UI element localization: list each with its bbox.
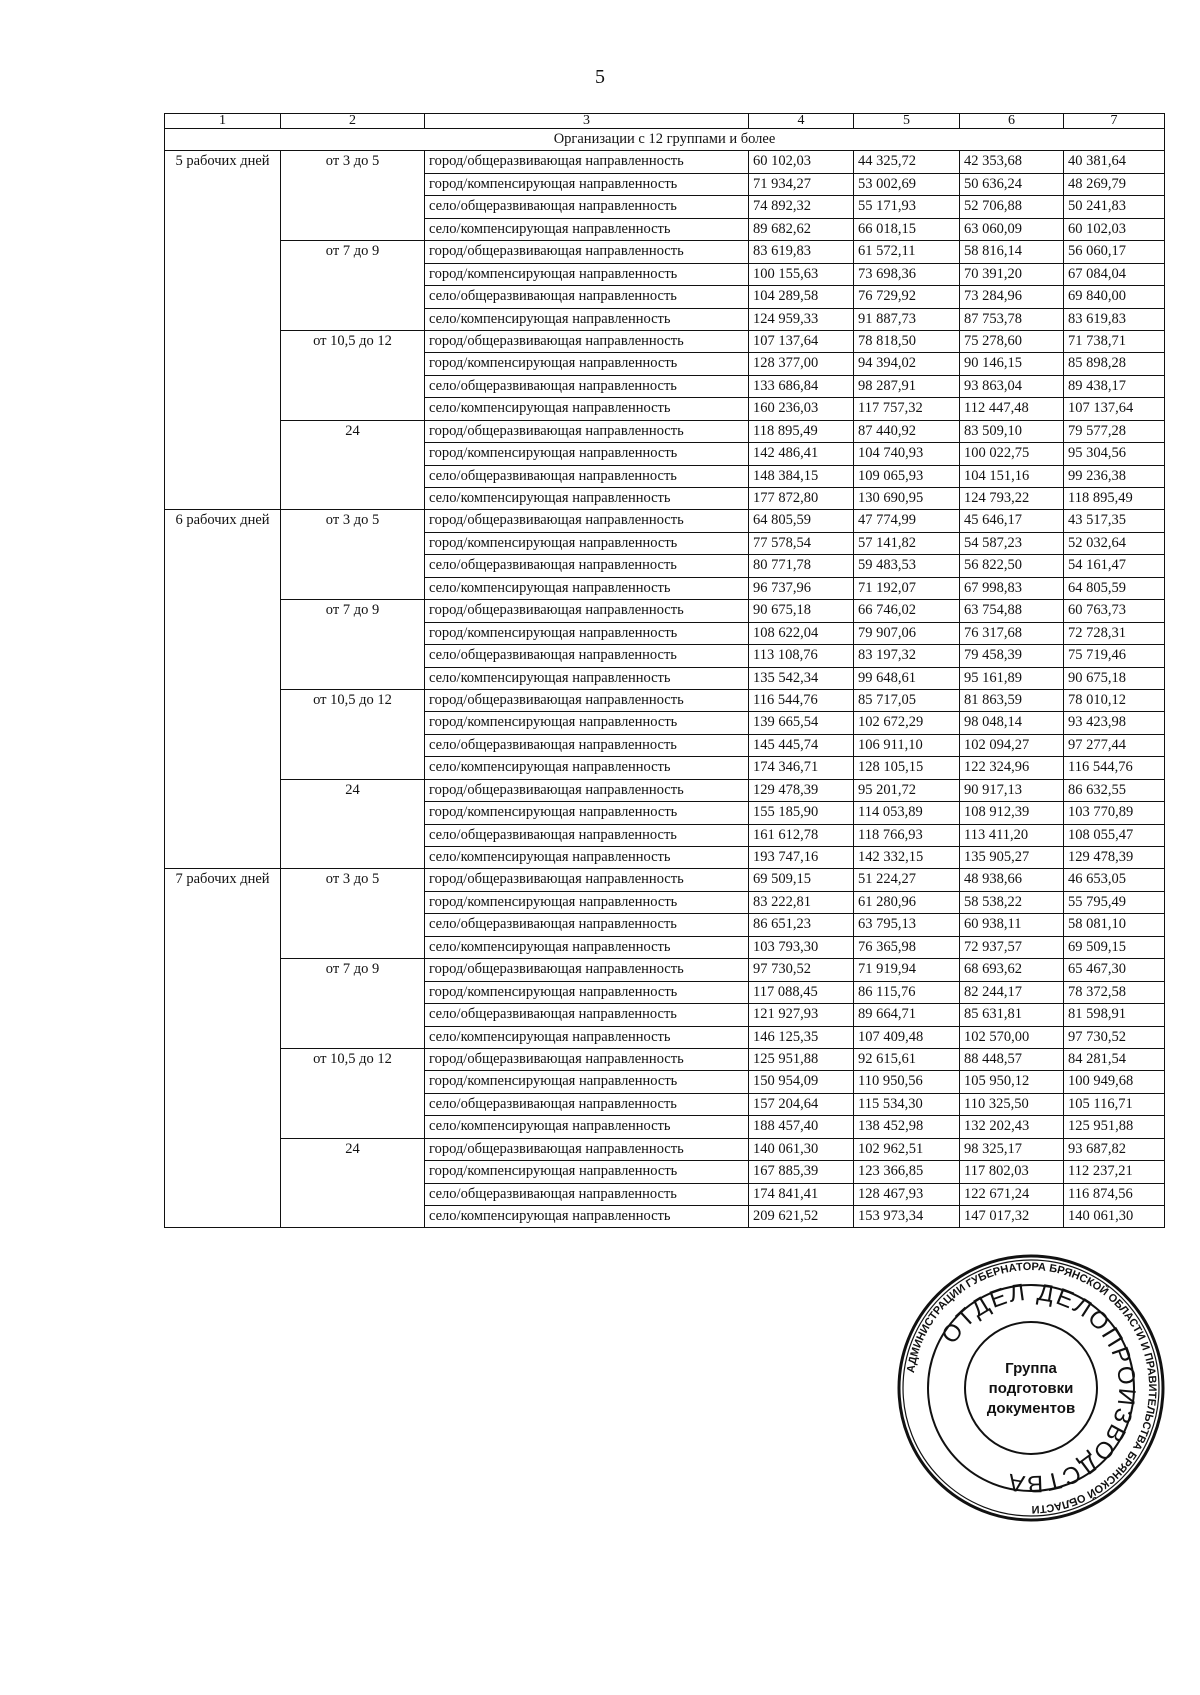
value-cell: 145 445,74 xyxy=(749,734,854,756)
value-cell: 105 950,12 xyxy=(960,1071,1064,1093)
direction-cell: город/компенсирующая направленность xyxy=(425,802,749,824)
value-cell: 130 690,95 xyxy=(854,488,960,510)
value-cell: 60 102,03 xyxy=(1064,218,1165,240)
value-cell: 118 895,49 xyxy=(1064,488,1165,510)
direction-cell: село/компенсирующая направленность xyxy=(425,577,749,599)
work-days-cell: 6 рабочих дней xyxy=(165,510,281,869)
value-cell: 54 587,23 xyxy=(960,532,1064,554)
value-cell: 160 236,03 xyxy=(749,398,854,420)
value-cell: 90 675,18 xyxy=(749,600,854,622)
value-cell: 78 818,50 xyxy=(854,330,960,352)
value-cell: 122 324,96 xyxy=(960,757,1064,779)
value-cell: 129 478,39 xyxy=(749,779,854,801)
value-cell: 153 973,34 xyxy=(854,1206,960,1228)
value-cell: 104 740,93 xyxy=(854,443,960,465)
value-cell: 104 289,58 xyxy=(749,286,854,308)
value-cell: 73 698,36 xyxy=(854,263,960,285)
value-cell: 48 938,66 xyxy=(960,869,1064,891)
value-cell: 95 304,56 xyxy=(1064,443,1165,465)
value-cell: 60 763,73 xyxy=(1064,600,1165,622)
direction-cell: город/общеразвивающая направленность xyxy=(425,689,749,711)
value-cell: 135 542,34 xyxy=(749,667,854,689)
value-cell: 94 394,02 xyxy=(854,353,960,375)
hours-cell: 24 xyxy=(281,420,425,510)
value-cell: 98 048,14 xyxy=(960,712,1064,734)
value-cell: 112 447,48 xyxy=(960,398,1064,420)
section-title: Организации с 12 группами и более xyxy=(165,129,1165,151)
value-cell: 50 636,24 xyxy=(960,173,1064,195)
value-cell: 52 706,88 xyxy=(960,196,1064,218)
value-cell: 118 895,49 xyxy=(749,420,854,442)
work-days-cell: 7 рабочих дней xyxy=(165,869,281,1228)
column-header: 5 xyxy=(854,114,960,129)
value-cell: 128 467,93 xyxy=(854,1183,960,1205)
value-cell: 43 517,35 xyxy=(1064,510,1165,532)
value-cell: 209 621,52 xyxy=(749,1206,854,1228)
value-cell: 63 754,88 xyxy=(960,600,1064,622)
direction-cell: город/компенсирующая направленность xyxy=(425,443,749,465)
value-cell: 83 222,81 xyxy=(749,891,854,913)
value-cell: 72 937,57 xyxy=(960,936,1064,958)
value-cell: 64 805,59 xyxy=(749,510,854,532)
value-cell: 53 002,69 xyxy=(854,173,960,195)
work-days-cell: 5 рабочих дней xyxy=(165,151,281,510)
direction-cell: город/компенсирующая направленность xyxy=(425,1071,749,1093)
value-cell: 50 241,83 xyxy=(1064,196,1165,218)
value-cell: 45 646,17 xyxy=(960,510,1064,532)
direction-cell: город/общеразвивающая направленность xyxy=(425,959,749,981)
hours-cell: от 10,5 до 12 xyxy=(281,1048,425,1138)
value-cell: 100 022,75 xyxy=(960,443,1064,465)
value-cell: 113 108,76 xyxy=(749,645,854,667)
value-cell: 69 840,00 xyxy=(1064,286,1165,308)
value-cell: 76 365,98 xyxy=(854,936,960,958)
value-cell: 55 171,93 xyxy=(854,196,960,218)
value-cell: 193 747,16 xyxy=(749,847,854,869)
direction-cell: город/компенсирующая направленность xyxy=(425,622,749,644)
value-cell: 140 061,30 xyxy=(749,1138,854,1160)
value-cell: 66 018,15 xyxy=(854,218,960,240)
value-cell: 174 346,71 xyxy=(749,757,854,779)
direction-cell: город/компенсирующая направленность xyxy=(425,891,749,913)
value-cell: 107 137,64 xyxy=(749,330,854,352)
value-cell: 108 622,04 xyxy=(749,622,854,644)
value-cell: 75 719,46 xyxy=(1064,645,1165,667)
value-cell: 69 509,15 xyxy=(1064,936,1165,958)
value-cell: 123 366,85 xyxy=(854,1161,960,1183)
value-cell: 64 805,59 xyxy=(1064,577,1165,599)
value-cell: 89 438,17 xyxy=(1064,375,1165,397)
value-cell: 117 088,45 xyxy=(749,981,854,1003)
value-cell: 97 730,52 xyxy=(749,959,854,981)
value-cell: 109 065,93 xyxy=(854,465,960,487)
value-cell: 157 204,64 xyxy=(749,1093,854,1115)
value-cell: 98 287,91 xyxy=(854,375,960,397)
value-cell: 108 912,39 xyxy=(960,802,1064,824)
direction-cell: город/общеразвивающая направленность xyxy=(425,241,749,263)
value-cell: 114 053,89 xyxy=(854,802,960,824)
value-cell: 188 457,40 xyxy=(749,1116,854,1138)
value-cell: 92 615,61 xyxy=(854,1048,960,1070)
direction-cell: село/компенсирующая направленность xyxy=(425,1206,749,1228)
value-cell: 46 653,05 xyxy=(1064,869,1165,891)
value-cell: 147 017,32 xyxy=(960,1206,1064,1228)
column-header: 1 xyxy=(165,114,281,129)
direction-cell: город/компенсирующая направленность xyxy=(425,353,749,375)
hours-cell: от 3 до 5 xyxy=(281,869,425,959)
value-cell: 95 161,89 xyxy=(960,667,1064,689)
value-cell: 108 055,47 xyxy=(1064,824,1165,846)
direction-cell: город/общеразвивающая направленность xyxy=(425,151,749,173)
value-cell: 93 423,98 xyxy=(1064,712,1165,734)
value-cell: 47 774,99 xyxy=(854,510,960,532)
stamp-outer-text: АДМИНИСТРАЦИИ ГУБЕРНАТОРА БРЯНСКОЙ ОБЛАСТИ И ПРАВИТЕЛЬСТВА БРЯНСКОЙ ОБЛАСТИ xyxy=(904,1260,1159,1516)
value-cell: 57 141,82 xyxy=(854,532,960,554)
value-cell: 121 927,93 xyxy=(749,1004,854,1026)
direction-cell: село/компенсирующая направленность xyxy=(425,1026,749,1048)
direction-cell: город/компенсирующая направленность xyxy=(425,1161,749,1183)
value-cell: 125 951,88 xyxy=(749,1048,854,1070)
direction-cell: город/общеразвивающая направленность xyxy=(425,600,749,622)
stamp-center-line: подготовки xyxy=(988,1380,1074,1397)
column-header: 4 xyxy=(749,114,854,129)
direction-cell: село/общеразвивающая направленность xyxy=(425,196,749,218)
office-stamp xyxy=(896,1253,1166,1523)
hours-cell: от 10,5 до 12 xyxy=(281,689,425,779)
value-cell: 112 237,21 xyxy=(1064,1161,1165,1183)
stamp-ring-text: ОТДЕЛ ДЕЛОПРОИЗВОДСТВА xyxy=(936,1278,1141,1498)
value-cell: 115 534,30 xyxy=(854,1093,960,1115)
value-cell: 58 816,14 xyxy=(960,241,1064,263)
value-cell: 100 155,63 xyxy=(749,263,854,285)
direction-cell: село/общеразвивающая направленность xyxy=(425,824,749,846)
value-cell: 99 648,61 xyxy=(854,667,960,689)
tariff-table xyxy=(164,113,1165,1228)
value-cell: 85 631,81 xyxy=(960,1004,1064,1026)
value-cell: 95 201,72 xyxy=(854,779,960,801)
value-cell: 97 730,52 xyxy=(1064,1026,1165,1048)
direction-cell: село/компенсирующая направленность xyxy=(425,1116,749,1138)
value-cell: 125 951,88 xyxy=(1064,1116,1165,1138)
direction-cell: город/общеразвивающая направленность xyxy=(425,779,749,801)
direction-cell: город/компенсирующая направленность xyxy=(425,263,749,285)
value-cell: 81 863,59 xyxy=(960,689,1064,711)
value-cell: 86 651,23 xyxy=(749,914,854,936)
value-cell: 74 892,32 xyxy=(749,196,854,218)
value-cell: 148 384,15 xyxy=(749,465,854,487)
value-cell: 87 753,78 xyxy=(960,308,1064,330)
value-cell: 93 687,82 xyxy=(1064,1138,1165,1160)
value-cell: 71 934,27 xyxy=(749,173,854,195)
value-cell: 161 612,78 xyxy=(749,824,854,846)
value-cell: 139 665,54 xyxy=(749,712,854,734)
value-cell: 60 938,11 xyxy=(960,914,1064,936)
hours-cell: 24 xyxy=(281,779,425,869)
direction-cell: село/общеразвивающая направленность xyxy=(425,914,749,936)
value-cell: 128 105,15 xyxy=(854,757,960,779)
direction-cell: город/компенсирующая направленность xyxy=(425,173,749,195)
direction-cell: село/компенсирующая направленность xyxy=(425,847,749,869)
value-cell: 97 277,44 xyxy=(1064,734,1165,756)
value-cell: 81 598,91 xyxy=(1064,1004,1165,1026)
value-cell: 78 372,58 xyxy=(1064,981,1165,1003)
value-cell: 55 795,49 xyxy=(1064,891,1165,913)
value-cell: 61 280,96 xyxy=(854,891,960,913)
value-cell: 89 664,71 xyxy=(854,1004,960,1026)
value-cell: 174 841,41 xyxy=(749,1183,854,1205)
direction-cell: село/компенсирующая направленность xyxy=(425,667,749,689)
table-row xyxy=(165,779,1165,801)
value-cell: 155 185,90 xyxy=(749,802,854,824)
direction-cell: город/компенсирующая направленность xyxy=(425,532,749,554)
table-row xyxy=(165,510,1165,532)
value-cell: 99 236,38 xyxy=(1064,465,1165,487)
value-cell: 103 793,30 xyxy=(749,936,854,958)
value-cell: 90 917,13 xyxy=(960,779,1064,801)
value-cell: 71 738,71 xyxy=(1064,330,1165,352)
value-cell: 76 317,68 xyxy=(960,622,1064,644)
value-cell: 100 949,68 xyxy=(1064,1071,1165,1093)
value-cell: 79 577,28 xyxy=(1064,420,1165,442)
direction-cell: село/общеразвивающая направленность xyxy=(425,375,749,397)
value-cell: 71 192,07 xyxy=(854,577,960,599)
column-header: 3 xyxy=(425,114,749,129)
value-cell: 86 632,55 xyxy=(1064,779,1165,801)
value-cell: 69 509,15 xyxy=(749,869,854,891)
value-cell: 90 675,18 xyxy=(1064,667,1165,689)
value-cell: 83 197,32 xyxy=(854,645,960,667)
value-cell: 150 954,09 xyxy=(749,1071,854,1093)
hours-cell: от 7 до 9 xyxy=(281,241,425,331)
value-cell: 79 907,06 xyxy=(854,622,960,644)
value-cell: 85 717,05 xyxy=(854,689,960,711)
value-cell: 61 572,11 xyxy=(854,241,960,263)
direction-cell: село/компенсирующая направленность xyxy=(425,218,749,240)
table-row xyxy=(165,1138,1165,1160)
direction-cell: село/компенсирующая направленность xyxy=(425,488,749,510)
direction-cell: город/общеразвивающая направленность xyxy=(425,420,749,442)
value-cell: 177 872,80 xyxy=(749,488,854,510)
value-cell: 56 822,50 xyxy=(960,555,1064,577)
value-cell: 89 682,62 xyxy=(749,218,854,240)
value-cell: 132 202,43 xyxy=(960,1116,1064,1138)
value-cell: 63 795,13 xyxy=(854,914,960,936)
value-cell: 77 578,54 xyxy=(749,532,854,554)
direction-cell: село/общеразвивающая направленность xyxy=(425,1093,749,1115)
table-row xyxy=(165,420,1165,442)
direction-cell: село/общеразвивающая направленность xyxy=(425,286,749,308)
value-cell: 66 746,02 xyxy=(854,600,960,622)
stamp-center-line: Группа xyxy=(1005,1360,1057,1377)
value-cell: 59 483,53 xyxy=(854,555,960,577)
value-cell: 73 284,96 xyxy=(960,286,1064,308)
value-cell: 87 440,92 xyxy=(854,420,960,442)
value-cell: 107 409,48 xyxy=(854,1026,960,1048)
direction-cell: город/компенсирующая направленность xyxy=(425,981,749,1003)
value-cell: 48 269,79 xyxy=(1064,173,1165,195)
value-cell: 67 998,83 xyxy=(960,577,1064,599)
hours-cell: от 10,5 до 12 xyxy=(281,330,425,420)
value-cell: 102 570,00 xyxy=(960,1026,1064,1048)
direction-cell: город/общеразвивающая направленность xyxy=(425,510,749,532)
value-cell: 42 353,68 xyxy=(960,151,1064,173)
value-cell: 75 278,60 xyxy=(960,330,1064,352)
section-title-row xyxy=(165,129,1165,151)
direction-cell: город/компенсирующая направленность xyxy=(425,712,749,734)
value-cell: 60 102,03 xyxy=(749,151,854,173)
value-cell: 103 770,89 xyxy=(1064,802,1165,824)
value-cell: 135 905,27 xyxy=(960,847,1064,869)
direction-cell: город/общеразвивающая направленность xyxy=(425,869,749,891)
value-cell: 117 802,03 xyxy=(960,1161,1064,1183)
value-cell: 96 737,96 xyxy=(749,577,854,599)
value-cell: 54 161,47 xyxy=(1064,555,1165,577)
value-cell: 102 962,51 xyxy=(854,1138,960,1160)
direction-cell: село/компенсирующая направленность xyxy=(425,936,749,958)
value-cell: 116 874,56 xyxy=(1064,1183,1165,1205)
value-cell: 83 509,10 xyxy=(960,420,1064,442)
value-cell: 116 544,76 xyxy=(749,689,854,711)
value-cell: 142 332,15 xyxy=(854,847,960,869)
value-cell: 90 146,15 xyxy=(960,353,1064,375)
value-cell: 102 672,29 xyxy=(854,712,960,734)
table-row xyxy=(165,241,1165,263)
direction-cell: город/общеразвивающая направленность xyxy=(425,1138,749,1160)
value-cell: 133 686,84 xyxy=(749,375,854,397)
table-row xyxy=(165,959,1165,981)
value-cell: 70 391,20 xyxy=(960,263,1064,285)
direction-cell: село/компенсирующая направленность xyxy=(425,308,749,330)
value-cell: 44 325,72 xyxy=(854,151,960,173)
column-number-row xyxy=(165,114,1165,129)
column-header: 7 xyxy=(1064,114,1165,129)
value-cell: 86 115,76 xyxy=(854,981,960,1003)
direction-cell: село/компенсирующая направленность xyxy=(425,398,749,420)
value-cell: 110 950,56 xyxy=(854,1071,960,1093)
value-cell: 40 381,64 xyxy=(1064,151,1165,173)
value-cell: 104 151,16 xyxy=(960,465,1064,487)
value-cell: 83 619,83 xyxy=(749,241,854,263)
value-cell: 142 486,41 xyxy=(749,443,854,465)
value-cell: 63 060,09 xyxy=(960,218,1064,240)
value-cell: 52 032,64 xyxy=(1064,532,1165,554)
table-row xyxy=(165,151,1165,173)
value-cell: 91 887,73 xyxy=(854,308,960,330)
value-cell: 83 619,83 xyxy=(1064,308,1165,330)
value-cell: 76 729,92 xyxy=(854,286,960,308)
value-cell: 146 125,35 xyxy=(749,1026,854,1048)
value-cell: 107 137,64 xyxy=(1064,398,1165,420)
table-body xyxy=(165,151,1165,1228)
value-cell: 113 411,20 xyxy=(960,824,1064,846)
column-header: 6 xyxy=(960,114,1064,129)
value-cell: 82 244,17 xyxy=(960,981,1064,1003)
value-cell: 67 084,04 xyxy=(1064,263,1165,285)
table-row xyxy=(165,869,1165,891)
value-cell: 122 671,24 xyxy=(960,1183,1064,1205)
value-cell: 51 224,27 xyxy=(854,869,960,891)
direction-cell: село/общеразвивающая направленность xyxy=(425,1183,749,1205)
value-cell: 79 458,39 xyxy=(960,645,1064,667)
page-number: 5 xyxy=(595,66,605,88)
value-cell: 117 757,32 xyxy=(854,398,960,420)
value-cell: 58 081,10 xyxy=(1064,914,1165,936)
value-cell: 68 693,62 xyxy=(960,959,1064,981)
value-cell: 138 452,98 xyxy=(854,1116,960,1138)
stamp-center-line: документов xyxy=(986,1400,1076,1417)
value-cell: 58 538,22 xyxy=(960,891,1064,913)
value-cell: 105 116,71 xyxy=(1064,1093,1165,1115)
hours-cell: от 7 до 9 xyxy=(281,959,425,1049)
value-cell: 98 325,17 xyxy=(960,1138,1064,1160)
value-cell: 78 010,12 xyxy=(1064,689,1165,711)
value-cell: 116 544,76 xyxy=(1064,757,1165,779)
value-cell: 124 793,22 xyxy=(960,488,1064,510)
value-cell: 56 060,17 xyxy=(1064,241,1165,263)
value-cell: 128 377,00 xyxy=(749,353,854,375)
value-cell: 110 325,50 xyxy=(960,1093,1064,1115)
value-cell: 84 281,54 xyxy=(1064,1048,1165,1070)
direction-cell: город/общеразвивающая направленность xyxy=(425,1048,749,1070)
direction-cell: село/общеразвивающая направленность xyxy=(425,465,749,487)
direction-cell: город/общеразвивающая направленность xyxy=(425,330,749,352)
direction-cell: село/общеразвивающая направленность xyxy=(425,1004,749,1026)
direction-cell: село/общеразвивающая направленность xyxy=(425,645,749,667)
hours-cell: от 3 до 5 xyxy=(281,510,425,600)
value-cell: 88 448,57 xyxy=(960,1048,1064,1070)
direction-cell: село/компенсирующая направленность xyxy=(425,757,749,779)
hours-cell: от 3 до 5 xyxy=(281,151,425,241)
table-row xyxy=(165,689,1165,711)
hours-cell: от 7 до 9 xyxy=(281,600,425,690)
value-cell: 106 911,10 xyxy=(854,734,960,756)
value-cell: 93 863,04 xyxy=(960,375,1064,397)
value-cell: 102 094,27 xyxy=(960,734,1064,756)
value-cell: 80 771,78 xyxy=(749,555,854,577)
direction-cell: село/общеразвивающая направленность xyxy=(425,555,749,577)
value-cell: 72 728,31 xyxy=(1064,622,1165,644)
table-row xyxy=(165,330,1165,352)
value-cell: 85 898,28 xyxy=(1064,353,1165,375)
value-cell: 129 478,39 xyxy=(1064,847,1165,869)
table-row xyxy=(165,600,1165,622)
value-cell: 124 959,33 xyxy=(749,308,854,330)
value-cell: 71 919,94 xyxy=(854,959,960,981)
value-cell: 140 061,30 xyxy=(1064,1206,1165,1228)
direction-cell: село/общеразвивающая направленность xyxy=(425,734,749,756)
value-cell: 118 766,93 xyxy=(854,824,960,846)
table-row xyxy=(165,1048,1165,1070)
value-cell: 65 467,30 xyxy=(1064,959,1165,981)
column-header: 2 xyxy=(281,114,425,129)
hours-cell: 24 xyxy=(281,1138,425,1228)
value-cell: 167 885,39 xyxy=(749,1161,854,1183)
